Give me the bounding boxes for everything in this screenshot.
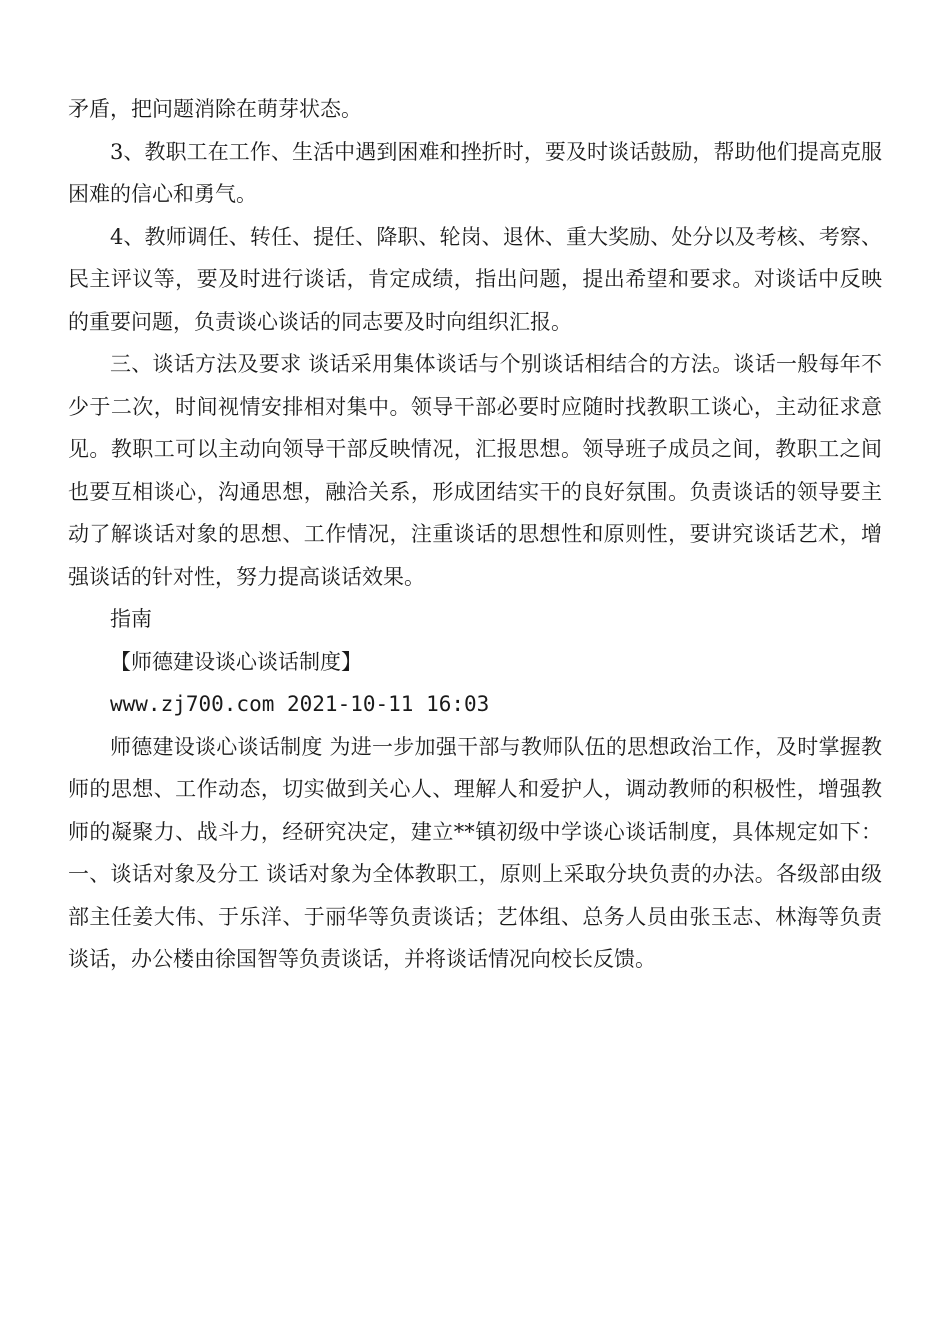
article-body: 师德建设谈心谈话制度 为进一步加强干部与教师队伍的思想政治工作，及时掌握教师的思想、工作动态，切实做到关心人、理解人和爱护人，调动教师的积极性，增强教师的凝聚力、战斗力，经研究决定，建立**镇初级中学谈心谈话制度，具体规定如下： 一、谈话对象及分工 谈话对象为全体教职工，原则上采取分块负责的办法。各级部由级部主任姜大伟、于乐洋、于丽华等负责谈话；艺体组、总务人员由张玉志、林海等负责谈话，办公楼由徐国智等负责谈话，并将谈话情况向校长反馈。 bbox=[68, 734, 882, 971]
document-page bbox=[68, 88, 882, 981]
guide-label: 指南 bbox=[110, 607, 152, 631]
article-source-date: www.zj700.com 2021-10-11 16:03 bbox=[110, 692, 490, 716]
paragraph-section-3: 三、谈话方法及要求 谈话采用集体谈话与个别谈话相结合的方法。谈话一般每年不少于二次，时间视情安排相对集中。领导干部必要时应随时找教职工谈心，主动征求意见。教职工可以主动向领导干部反映情况，汇报思想。领导班子成员之间，教职工之间也要互相谈心，沟通思想，融洽关系，形成团结实干的良好氛围。负责谈话的领导要主动了解谈话对象的思想、工作情况，注重谈话的思想性和原则性，要讲究谈话艺术，增强谈话的针对性，努力提高谈话效果。 bbox=[68, 352, 882, 589]
paragraph-item-4: 4、教师调任、转任、提任、降职、轮岗、退休、重大奖励、处分以及考核、考察、民主评议等，要及时进行谈话，肯定成绩，指出问题，提出希望和要求。对谈话中反映的重要问题，负责谈心谈话的同志要及时向组织汇报。 bbox=[68, 224, 882, 334]
article-title: 【师德建设谈心谈话制度】 bbox=[110, 649, 362, 674]
paragraph-continuation: 矛盾，把问题消除在萌芽状态。 bbox=[68, 97, 362, 121]
paragraph-item-3: 3、教职工在工作、生活中遇到困难和挫折时，要及时谈话鼓励，帮助他们提高克服困难的信心和勇气。 bbox=[68, 139, 882, 206]
